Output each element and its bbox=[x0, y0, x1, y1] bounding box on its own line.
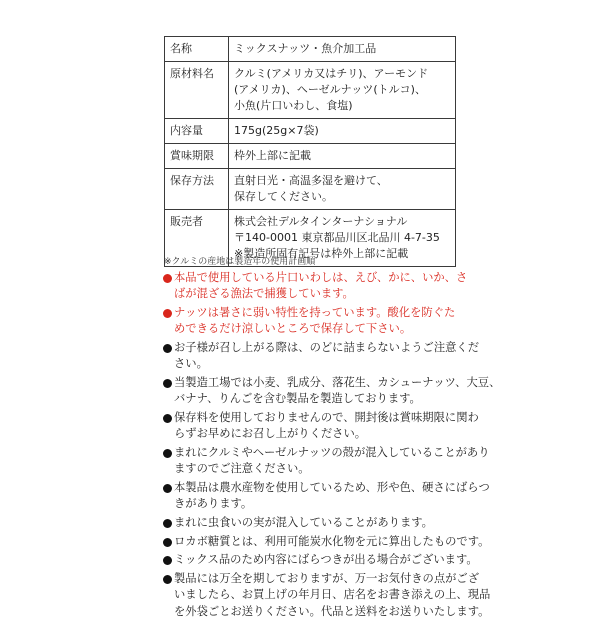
caution-text-line: を外袋ごとお送りください。代品と送料をお送りいたします。 bbox=[174, 604, 490, 618]
bullet-dot-icon bbox=[163, 414, 172, 423]
label-row bbox=[165, 169, 456, 210]
caution-text-line: ロカボ糖質とは、利用可能炭水化物を元に算出したものです。 bbox=[174, 534, 490, 548]
caution-item bbox=[163, 534, 490, 550]
caution-item bbox=[163, 515, 463, 531]
bullet-dot-icon bbox=[163, 519, 172, 528]
caution-text-line: まれにクルミやヘーゼルナッツの殻が混入していることがあり bbox=[174, 445, 490, 459]
label-value-line: クルミ(アメリカ又はチリ)、アーモンド bbox=[234, 67, 429, 80]
bullet-dot-icon bbox=[163, 379, 172, 388]
label-value-line: 175g(25g×7袋) bbox=[234, 124, 319, 137]
caution-text-line: ますのでご注意ください。 bbox=[174, 462, 310, 476]
bullet-dot-icon bbox=[163, 309, 172, 318]
caution-text-line: 保存料を使用しておりませんので、開封後は賞味期限に関わ bbox=[174, 410, 479, 424]
caution-text-line: まれに虫食いの実が混入していることがあります。 bbox=[174, 515, 433, 529]
label-value-line: 〒140-0001 東京都品川区北品川 4-7-35 bbox=[234, 231, 440, 244]
caution-text-line: 当製造工場では小麦、乳成分、落花生、カシューナッツ、大豆、 bbox=[174, 375, 501, 389]
label-key: 原材料名 bbox=[165, 62, 229, 119]
caution-text-line: ナッツは暑さに弱い特性を持っています。酸化を防ぐた bbox=[174, 305, 456, 319]
label-row bbox=[165, 62, 456, 119]
label-row bbox=[165, 37, 456, 62]
label-row bbox=[165, 144, 456, 169]
label-key: 保存方法 bbox=[165, 169, 229, 210]
label-value-line: 小魚(片口いわし、食塩) bbox=[234, 99, 353, 112]
caution-text-line: 本製品は農水産物を使用しているため、形や色、硬さにばらつ bbox=[174, 480, 490, 494]
label-row bbox=[165, 119, 456, 144]
caution-text-line: バナナ、りんごを含む製品を製造しております。 bbox=[174, 392, 421, 406]
caution-text-line: いましたら、お買上げの年月日、店名をお書き添えの上、現品 bbox=[174, 588, 491, 602]
caution-text-line: ばが混ざる漁法で捕獲しています。 bbox=[174, 287, 354, 301]
label-value bbox=[229, 37, 456, 62]
bullet-dot-icon bbox=[163, 484, 172, 493]
label-value bbox=[229, 169, 456, 210]
caution-text-line: めできるだけ涼しいところで保存して下さい。 bbox=[174, 322, 412, 336]
caution-text-line: ミックス品のため内容にばらつきが出る場合がございます。 bbox=[174, 553, 478, 567]
caution-item bbox=[163, 480, 490, 513]
bullet-dot-icon bbox=[163, 344, 172, 353]
caution-text-line: お子様が召し上がる際は、のどに詰まらないようご注意くだ bbox=[174, 340, 480, 354]
label-value-line: 保存してください。 bbox=[234, 190, 333, 203]
caution-item bbox=[163, 340, 480, 373]
caution-text-line: きがあります。 bbox=[174, 497, 253, 511]
label-value bbox=[229, 62, 456, 119]
label-key: 販売者 bbox=[165, 210, 229, 267]
bullet-dot-icon bbox=[163, 274, 172, 283]
label-value-line: 直射日光・高温多湿を避けて、 bbox=[234, 174, 388, 187]
caution-text-line: らずお早めにお召し上がりください。 bbox=[174, 427, 367, 441]
caution-text-line: 本品で使用している片口いわしは、えび、かに、いか、さ bbox=[174, 271, 468, 284]
bullet-dot-icon bbox=[163, 575, 172, 584]
label-key: 内容量 bbox=[165, 119, 229, 144]
bullet-dot-icon bbox=[163, 556, 172, 565]
bullet-dot-icon bbox=[163, 538, 172, 547]
label-value bbox=[229, 144, 456, 169]
label-value-line: 枠外上部に記載 bbox=[234, 149, 311, 162]
caution-item bbox=[163, 270, 468, 303]
label-value-line: 株式会社デルタインターナショナル bbox=[234, 215, 408, 228]
caution-item bbox=[163, 445, 490, 478]
caution-text-line: さい。 bbox=[174, 357, 208, 371]
walnut-origin-note: ※クルミの産地は製造年の使用計画順 bbox=[164, 257, 316, 267]
caution-item bbox=[163, 375, 501, 408]
caution-list bbox=[163, 270, 501, 622]
caution-item bbox=[163, 305, 463, 338]
label-value-line: ミックスナッツ・魚介加工品 bbox=[234, 42, 377, 55]
caution-item bbox=[163, 571, 491, 620]
label-value-line: ※製造所固有記号は枠外上部に記載 bbox=[234, 247, 409, 260]
caution-text-line: 製品には万全を期しておりますが、万一お気付きの点がござ bbox=[174, 571, 480, 585]
caution-item bbox=[163, 552, 478, 568]
label-key: 賞味期限 bbox=[165, 144, 229, 169]
product-label-table bbox=[164, 36, 456, 267]
caution-item bbox=[163, 410, 479, 443]
label-key: 名称 bbox=[165, 37, 229, 62]
bullet-dot-icon bbox=[163, 449, 172, 458]
label-value bbox=[229, 119, 456, 144]
label-value-line: (アメリカ)、ヘーゼルナッツ(トルコ)、 bbox=[234, 83, 426, 96]
